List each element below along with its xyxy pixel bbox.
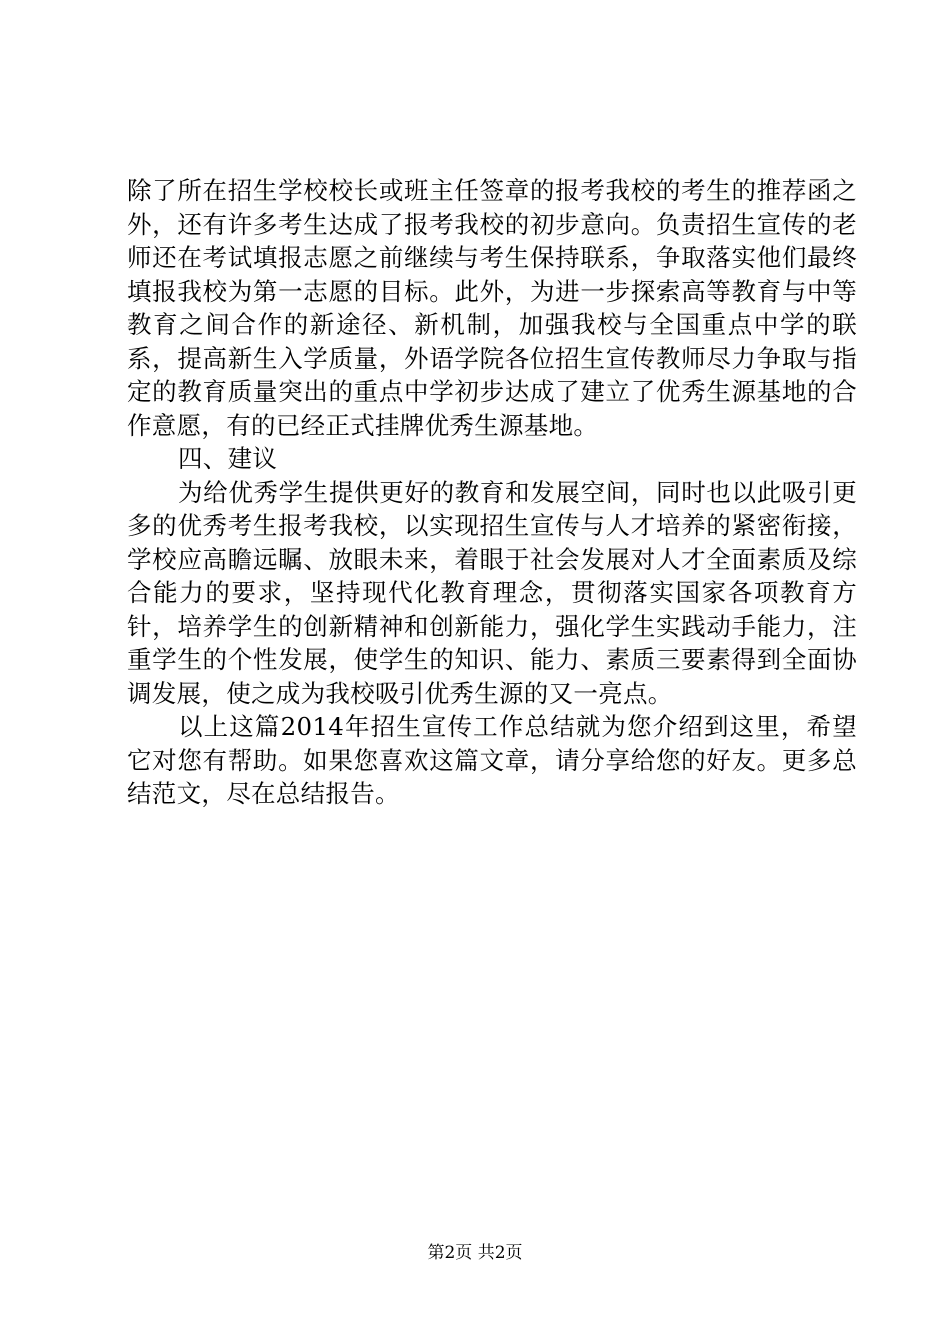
paragraph-suggestions: 为给优秀学生提供更好的教育和发展空间，同时也以此吸引更多的优秀考生报考我校，以实现招生宣传与人才培养的紧密衔接，学校应高瞻远瞩、放眼未来，着眼于社会发展对人才全面素质及综合能力的要求，坚持现代化教育理念，贯彻落实国家各项教育方针，培养学生的创新精神和创新能力，强化学生实践动手能力，注重学生的个性发展，使学生的知识、能力、素质三要素得到全面协调发展，使之成为我校吸引优秀生源的又一亮点。 — [127, 477, 857, 708]
page-number-footer: 第2页 共2页 — [427, 1243, 523, 1263]
paragraph-closing: 以上这篇2014年招生宣传工作总结就为您介绍到这里，希望它对您有帮助。如果您喜欢这篇文章，请分享给您的好友。更多总结范文，尽在总结报告。 — [127, 712, 857, 808]
paragraph-recommendation-letters: 除了所在招生学校校长或班主任签章的报考我校的考生的推荐函之外，还有许多考生达成了报考我校的初步意向。负责招生宣传的老师还在考试填报志愿之前继续与考生保持联系，争取落实他们最终填报我校为第一志愿的目标。此外，为进一步探索高等教育与中等教育之间合作的新途径、新机制，加强我校与全国重点中学的联系，提高新生入学质量，外语学院各位招生宣传教师尽力争取与指定的教育质量突出的重点中学初步达成了建立了优秀生源基地的合作意愿，有的已经正式挂牌优秀生源基地。 — [127, 176, 857, 440]
section-heading-suggestions: 四、建议 — [178, 444, 278, 473]
document-body — [127, 174, 857, 811]
